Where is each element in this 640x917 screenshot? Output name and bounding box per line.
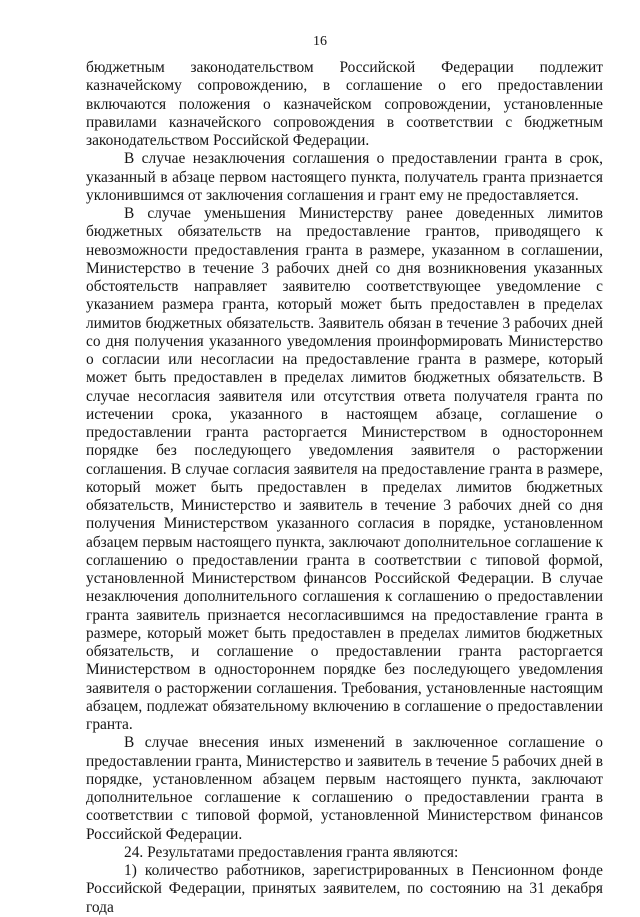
paragraph-limits-reduction: В случае уменьшения Министерству ранее доведенных лимитов бюджетных обязательств на предоставление грантов, приводящего к невозможности предоставления гранта в размере, указанном в соглашении, Министерство в течение 3 рабочих дней со дня возникновения указанных обстоятельств направляет заявителю соответствующее уведомление с указанием размера гранта, который может быть предоставлен в пределах лимитов бюджетных обязательств. Заявитель обязан в течение 3 рабочих дней со дня получения указанного уведомления проинформировать Министерство о согласии или несогласии на предоставление гранта в размере, который может быть предоставлен в пределах лимитов бюджетных обязательств. В случае несогласия заявителя или отсутствия ответа получателя гранта по истечении срока, указанного в настоящем абзаце, соглашение о предоставлении гранта расторгается Министерством в одностороннем порядке без последующего уведомления заявителя о расторжении соглашения. В случае согласия заявителя на предоставление гранта в размере, который может быть предоставлен в пределах лимитов бюджетных обязательств, Министерство и заявитель в течение 3 рабочих дней со дня получения Министерством указанного согласия в порядке, установленном абзацем первым настоящего пункта, заключают дополнительное соглашение к соглашению о предоставлении гранта в соответствии с типовой формой, установленной Министерством финансов Российской Федерации. В случае незаключения дополнительного соглашения к соглашению о предоставлении гранта заявитель признается несогласившимся на предоставление гранта в размере, который может быть предоставлен в пределах лимитов бюджетных обязательств, и соглашение о предоставлении гранта расторгается Министерством в одностороннем порядке без последующего уведомления заявителя о расторжении соглашения. Требования, установленные настоящим абзацем, подлежат обязательному включению в соглашение о предоставлении гранта.: [86, 205, 603, 733]
paragraph-item-24-1: 1) количество работников, зарегистрированных в Пенсионном фонде Российской Федерации, принятых заявителем, по состоянию на 31 декабря года: [86, 862, 603, 916]
paragraph-other-changes: В случае внесения иных изменений в заключенное соглашение о предоставлении гранта, Министерство и заявитель в течение 5 рабочих дней в порядке, установленном абзацем первым настоящего пункта, заключают дополнительное соглашение к соглашению о предоставлении гранта в соответствии с типовой формой, установленной Министерством финансов Российской Федерации.: [86, 734, 603, 843]
paragraph-item-24: 24. Результатами предоставления гранта являются:: [124, 843, 459, 861]
page-number: 16: [313, 34, 327, 49]
paragraph-treasury-support: бюджетным законодательством Российской Федерации подлежит казначейскому сопровождению, в соглашение о его предоставлении включаются положения о казначейском сопровождении, установленные правилами казначейского сопровождения в соответствии с бюджетным законодательством Российской Федерации.: [86, 59, 603, 149]
paragraph-agreement-not-concluded: В случае незаключения соглашения о предоставлении гранта в срок, указанный в абзаце первом настоящего пункта, получатель гранта признается уклонившимся от заключения соглашения и грант ему не предоставляется.: [86, 150, 603, 204]
body-text: [86, 59, 603, 917]
